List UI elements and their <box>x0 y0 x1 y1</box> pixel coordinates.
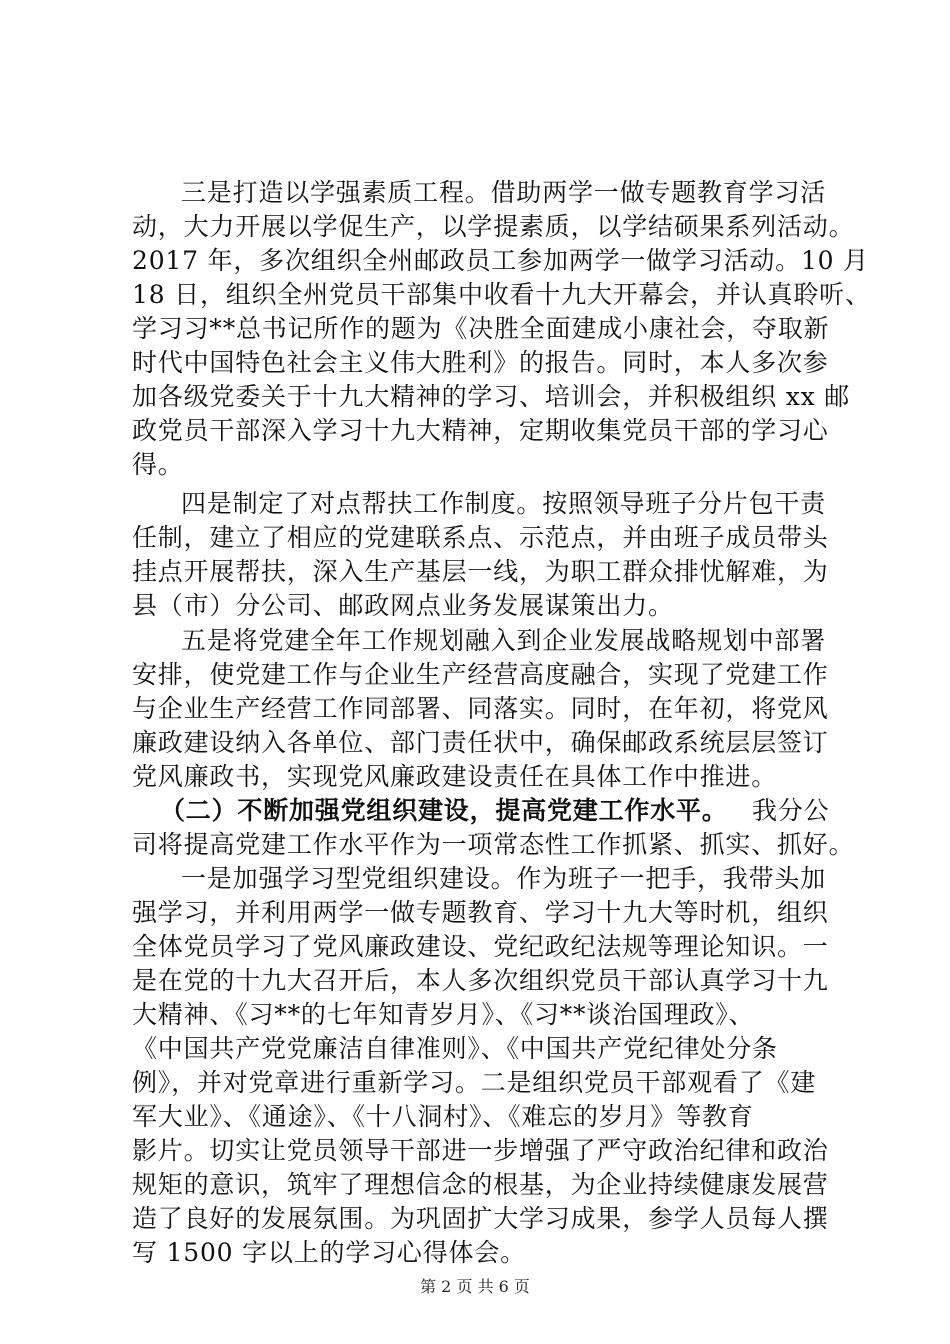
paragraph-line: 学习习**总书记所作的题为《决胜全面建成小康社会，夺取新 <box>132 314 830 343</box>
paragraph-line: 造了良好的发展氛围。为巩固扩大学习成果，参学人员每人撰 <box>132 1204 829 1233</box>
paragraph-line: 全体党员学习了党风廉政建设、党纪政纪法规等理论知识。一 <box>132 932 829 961</box>
page-number-footer: 第 2 页 共 6 页 <box>420 1277 530 1296</box>
paragraph-line: 影片。切实让党员领导干部进一步增强了严守政治纪律和政治 <box>132 1136 829 1165</box>
paragraph-line: 安排，使党建工作与企业生产经营高度融合，实现了党建工作 <box>132 660 829 689</box>
paragraph-line: 写 1500 字以上的学习心得体会。 <box>132 1238 526 1267</box>
paragraph-line: 2017 年，多次组织全州邮政员工参加两学一做学习活动。10 月 <box>132 246 869 275</box>
paragraph-line: 党风廉政书，实现党风廉政建设责任在具体工作中推进。 <box>132 762 778 791</box>
paragraph-line: 挂点开展帮扶，深入生产基层一线，为职工群众排忧解难，为 <box>132 557 829 586</box>
paragraph-line: 18 日，组织全州党员干部集中收看十九大开幕会，并认真聆听、 <box>132 280 871 309</box>
paragraph-line: 例》，并对党章进行重新学习。二是组织党员干部观看了《建 <box>132 1068 817 1097</box>
paragraph-line: 政党员干部深入学习十九大精神，定期收集党员干部的学习心 <box>132 416 829 445</box>
section-heading: （二）不断加强党组织建设，提高党建工作水平。 <box>160 796 728 825</box>
paragraph-line: 四是制定了对点帮扶工作制度。按照领导班子分片包干责 <box>181 489 827 518</box>
paragraph-line: 五是将党建全年工作规划融入到企业发展战略规划中部署 <box>181 626 827 655</box>
paragraph-line: 强学习，并利用两学一做专题教育、学习十九大等时机，组织 <box>132 898 829 927</box>
paragraph-line: 一是加强学习型党组织建设。作为班子一把手，我带头加 <box>181 864 827 893</box>
paragraph-line: 加各级党委关于十九大精神的学习、培训会，并积极组织 xx 邮 <box>132 382 851 411</box>
paragraph-line: 廉政建设纳入各单位、部门责任状中，确保邮政系统层层签订 <box>132 728 829 757</box>
paragraph-line: 任制，建立了相应的党建联系点、示范点，并由班子成员带头 <box>132 523 829 552</box>
paragraph-line: 军大业》、《通途》、《十八洞村》、《难忘的岁月》等教育 <box>132 1102 754 1131</box>
paragraph-line: 得。 <box>132 450 184 479</box>
paragraph-line: 三是打造以学强素质工程。借助两学一做专题教育学习活 <box>181 178 827 207</box>
paragraph-line: 是在党的十九大召开后，本人多次组织党员干部认真学习十九 <box>132 966 829 995</box>
paragraph-line: 规矩的意识，筑牢了理想信念的根基，为企业持续健康发展营 <box>132 1170 829 1199</box>
paragraph-line: 《中国共产党党廉洁自律准则》、《中国共产党纪律处分条 <box>132 1034 778 1063</box>
paragraph-line: 动，大力开展以学促生产，以学提素质，以学结硕果系列活动。 <box>132 212 855 241</box>
paragraph-line: 司将提高党建工作水平作为一项常态性工作抓紧、抓实、抓好。 <box>132 830 855 859</box>
paragraph-line: 大精神、《习**的七年知青岁月》、《习**谈治国理政》、 <box>132 1000 755 1029</box>
paragraph-line: 时代中国特色社会主义伟大胜利》的报告。同时，本人多次参 <box>132 348 829 377</box>
paragraph-line: 县（市）分公司、邮政网点业务发展谋策出力。 <box>132 591 674 620</box>
paragraph-line: 与企业生产经营工作同部署、同落实。同时，在年初，将党风 <box>132 694 829 723</box>
paragraph-line: 我分公 <box>752 796 830 825</box>
